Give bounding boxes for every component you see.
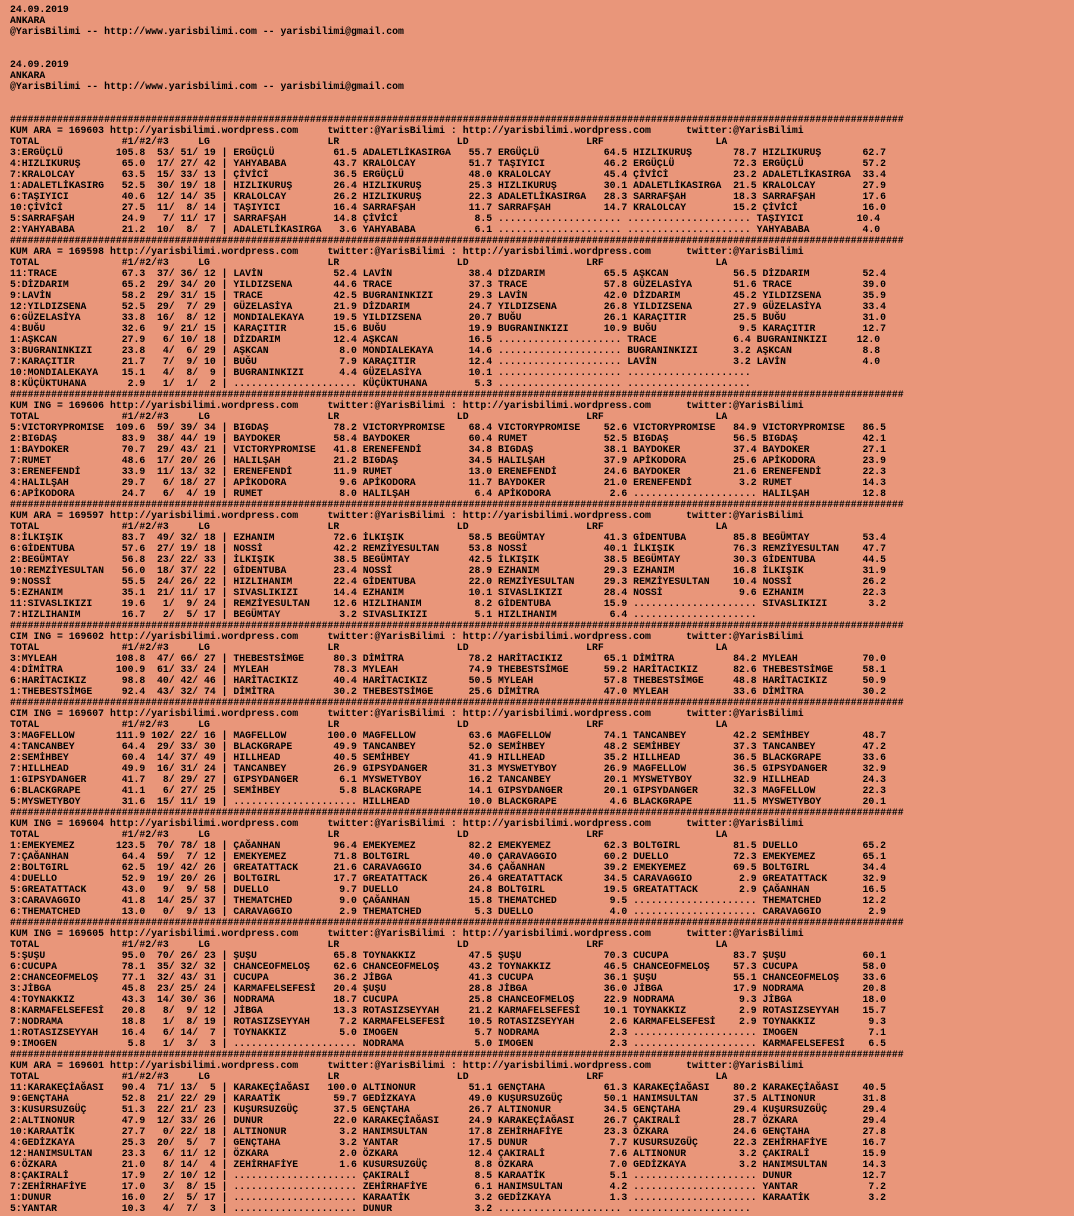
result-row: 5:EZHANIM 35.1 21/ 11/ 17 | SIVASLIKIZI 14.4 EZHANIM 10.1 SIVASLIKIZI 28.4 NOSSİ 9.6 EZHANIM 22.3	[10, 587, 886, 598]
result-row: 10:ÇİVİCİ 27.5 11/ 8/ 14 | TAŞIYICI 16.4 SARRAFŞAH 11.7 SARRAFŞAH 14.7 KRALOLCAY 15.2 ÇİVİCİ 16.0	[10, 202, 886, 213]
result-row: 12:HANIMSULTAN 23.3 6/ 11/ 12 | ÖZKARA 2.0 ÖZKARA 12.4 ÇAKIRALİ 7.6 ALTINONUR 3.2 ÇAKIRALİ 15.9	[10, 1148, 886, 1159]
result-row: 6:GÜZELASİYA 33.8 16/ 8/ 12 | MONDIALEKAYA 19.5 YILDIZSENA 20.7 BUĞU 26.1 KARAÇITIR 25.5 BUĞU 31.0	[10, 312, 886, 323]
result-row: 5:SARRAFŞAH 24.9 7/ 11/ 17 | SARRAFŞAH 14.8 ÇİVİCİ 8.5 ..................... ..................... TAŞIYICI 10.4	[10, 213, 881, 224]
race-header: KUM ING = 169606 http://yarisbilimi.wordpress.com twitter:@YarisBilimi : http://yarisbilimi.wordpress.com twitter:@YarisBilimi	[10, 400, 804, 411]
result-row: 2:CHANCEOFMELOŞ 77.1 32/ 43/ 31 | CUCUPA 36.2 JİBGA 41.3 CUCUPA 36.1 ŞUŞU 55.1 CHANCEOFMELOŞ 33.6	[10, 972, 886, 983]
result-row: 7:NODRAMA 18.8 1/ 8/ 19 | ROTASIZSEYYAH 7.2 KARMAFELSEFESİ 10.5 ROTASIZSEYYAH 2.6 KARMAFELSEFESİ 2.9 TOYNAKKIZ 9.3	[10, 1016, 886, 1027]
result-row: 6:GİDENTUBA 57.6 27/ 19/ 18 | NOSSİ 42.2 REMZİYESULTAN 53.8 NOSSİ 40.1 İLKIŞIK 76.3 REMZİYESULTAN 47.7	[10, 543, 886, 554]
result-row: 8:ÇAKIRALİ 17.9 2/ 10/ 12 | ..................... ÇAKIRALİ 8.5 KARAATİK 5.1 ..................... DUNUR 12.7	[10, 1170, 886, 1181]
result-row: 3:CARAVAGGIO 41.8 14/ 25/ 37 | THEMATCHED 9.0 ÇAĞANHAN 15.8 THEMATCHED 9.5 ..................... THEMATCHED 12.2	[10, 895, 886, 906]
result-row: 4:TANCANBEY 64.4 29/ 33/ 30 | BLACKGRAPE 49.9 TANCANBEY 52.0 SEMİHBEY 48.2 SEMİHBEY 37.3 TANCANBEY 47.2	[10, 741, 886, 752]
result-row: 9:GENÇTAHA 52.8 21/ 22/ 29 | KARAATİK 59.7 GEDİZKAYA 49.0 KUŞURSUZGÜÇ 50.1 HANIMSULTAN 37.5 ALTINONUR 31.8	[10, 1093, 886, 1104]
column-header: TOTAL #1/#2/#3 LG LR LD LRF LA	[10, 829, 728, 840]
blank-line	[10, 48, 1068, 59]
result-row: 5:DİZDARIM 65.2 29/ 34/ 20 | YILDIZSENA 44.6 TRACE 37.3 TRACE 57.8 GÜZELASİYA 51.6 TRACE 39.0	[10, 279, 886, 290]
result-row: 5:ŞUŞU 95.0 70/ 26/ 23 | ŞUŞU 65.8 TOYNAKKIZ 47.5 ŞUŞU 70.3 CUCUPA 83.7 ŞUŞU 60.1	[10, 950, 886, 961]
column-header: TOTAL #1/#2/#3 LG LR LD LRF LA	[10, 1071, 728, 1082]
separator-line: ########################################################################################################################################################	[10, 499, 904, 510]
result-row: 1:EMEKYEMEZ 123.5 70/ 78/ 18 | ÇAĞANHAN 96.4 EMEKYEMEZ 82.2 EMEKYEMEZ 62.3 BOLTGIRL 81.5 DUELLO 65.2	[10, 840, 886, 851]
result-row: 5:MYSWETYBOY 31.6 15/ 11/ 19 | ..................... HILLHEAD 10.0 BLACKGRAPE 4.6 BLACKGRAPE 11.5 MYSWETYBOY 20.1	[10, 796, 886, 807]
column-header: TOTAL #1/#2/#3 LG LR LD LRF LA	[10, 939, 728, 950]
result-row: 3:ERGÜÇLÜ 105.8 53/ 51/ 19 | ERGÜÇLÜ 61.5 ADALETLİKASIRGA 55.7 ERGÜÇLÜ 64.5 HIZLIKURUŞ 78.7 HIZLIKURUŞ 62.7	[10, 147, 886, 158]
column-header: TOTAL #1/#2/#3 LG LR LD LRF LA	[10, 257, 728, 268]
result-row: 4:DUELLO 52.9 19/ 20/ 26 | BOLTGIRL 17.7 GREATATTACK 26.4 GREATATTACK 34.5 CARAVAGGIO 2.9 GREATATTACK 32.9	[10, 873, 886, 884]
race-header: KUM ARA = 169601 http://yarisbilimi.wordpress.com twitter:@YarisBilimi : http://yarisbilimi.wordpress.com twitter:@YarisBilimi	[10, 1060, 804, 1071]
result-row: 7:ZEHİRHAFİYE 17.0 3/ 8/ 15 | ..................... ZEHİRHAFİYE 6.1 HANIMSULTAN 4.2 ..................... YANTAR 7.2	[10, 1181, 886, 1192]
result-row: 7:KARAÇITIR 21.7 7/ 9/ 10 | BUĞU 7.9 KARAÇITIR 12.4 ..................... LAVİN 3.2 LAVİN 4.0	[10, 356, 881, 367]
text-line: 24.09.2019	[10, 59, 69, 70]
result-row: 2:BIGDAŞ 83.9 38/ 44/ 19 | BAYDOKER 58.4 BAYDOKER 60.4 RUMET 52.5 BIGDAŞ 56.5 BIGDAŞ 42.1	[10, 433, 886, 444]
text-line: @YarisBilimi -- http://www.yarisbilimi.com -- yarisbilimi@gmail.com	[10, 81, 404, 92]
race-header: KUM ING = 169605 http://yarisbilimi.wordpress.com twitter:@YarisBilimi : http://yarisbilimi.wordpress.com twitter:@YarisBilimi	[10, 928, 804, 939]
result-row: 9:LAVİN 58.2 29/ 31/ 15 | TRACE 42.5 BUGRANINKIZI 29.3 LAVİN 42.0 DİZDARIM 45.2 YILDIZSENA 35.9	[10, 290, 886, 301]
result-row: 11:SIVASLIKIZI 19.6 1/ 9/ 24 | REMZİYESULTAN 12.6 HIZLIHANIM 8.2 GİDENTUBA 15.9 ..................... SIVASLIKIZI 3.2	[10, 598, 886, 609]
result-row: 4:GEDİZKAYA 25.3 20/ 5/ 7 | GENÇTAHA 3.2 YANTAR 17.5 DUNUR 7.7 KUSURSUZGÜÇ 22.3 ZEHİRHAFİYE 16.7	[10, 1137, 886, 1148]
result-row: 3:MYLEAH 108.8 47/ 66/ 27 | THEBESTSİMGE 80.3 DİMİTRA 78.2 HARİTACIKIZ 65.1 DİMİTRA 84.2 MYLEAH 70.0	[10, 653, 886, 664]
result-row: 5:VICTORYPROMISE 109.6 59/ 39/ 34 | BIGDAŞ 78.2 VICTORYPROMISE 68.4 VICTORYPROMISE 52.6 VICTORYPROMISE 84.9 VICTORYPROMISE 86.5	[10, 422, 886, 433]
result-row: 2:ALTINONUR 47.9 12/ 33/ 26 | DUNUR 22.0 KARAKEÇİAĞASI 24.9 KARAKEÇİAĞASI 26.7 ÇAKIRALİ 28.7 ÖZKARA 29.4	[10, 1115, 886, 1126]
separator-line: ########################################################################################################################################################	[10, 807, 904, 818]
result-row: 2:YAHYABABA 21.2 10/ 8/ 7 | ADALETLİKASIRGA 3.6 YAHYABABA 6.1 ..................... ..................... YAHYABABA 4.0	[10, 224, 881, 235]
result-row: 11:TRACE 67.3 37/ 36/ 12 | LAVİN 52.4 LAVİN 38.4 DİZDARIM 65.5 AŞKCAN 56.5 DİZDARIM 52.4	[10, 268, 886, 279]
result-row: 4:TOYNAKKIZ 43.3 14/ 30/ 36 | NODRAMA 18.7 CUCUPA 25.8 CHANCEOFMELOŞ 22.9 NODRAMA 9.3 JİBGA 18.0	[10, 994, 886, 1005]
result-row: 6:BLACKGRAPE 41.1 6/ 27/ 25 | SEMİHBEY 5.8 BLACKGRAPE 14.1 GIPSYDANGER 20.1 GIPSYDANGER 32.3 MAGFELLOW 22.3	[10, 785, 886, 796]
text-line: ANKARA	[10, 70, 46, 81]
result-row: 2:BOLTGIRL 62.5 19/ 42/ 26 | GREATATTACK 21.6 CARAVAGGIO 34.6 ÇAĞANHAN 39.2 EMEKYEMEZ 69.5 BOLTGIRL 34.4	[10, 862, 886, 873]
result-row: 1:DUNUR 16.0 2/ 5/ 17 | ..................... KARAATİK 3.2 GEDİZKAYA 1.3 ..................... KARAATİK 3.2	[10, 1192, 886, 1203]
race-header: KUM ARA = 169598 http://yarisbilimi.wordpress.com twitter:@YarisBilimi : http://yarisbilimi.wordpress.com twitter:@YarisBilimi	[10, 246, 804, 257]
result-row: 7:ÇAĞANHAN 64.4 59/ 7/ 12 | EMEKYEMEZ 71.8 BOLTGIRL 40.0 ÇARAVAGGIO 60.2 DUELLO 72.3 EMEKYEMEZ 65.1	[10, 851, 886, 862]
separator-line: ########################################################################################################################################################	[10, 620, 904, 631]
race-header: KUM ARA = 169597 http://yarisbilimi.wordpress.com twitter:@YarisBilimi : http://yarisbilimi.wordpress.com twitter:@YarisBilimi	[10, 510, 804, 521]
result-row: 3:MAGFELLOW 111.9 102/ 22/ 16 | MAGFELLOW 100.0 MAGFELLOW 63.6 MAGFELLOW 74.1 TANCANBEY 42.2 SEMİHBEY 48.7	[10, 730, 886, 741]
result-row: 8:KÜÇÜKTUHANA 2.9 1/ 1/ 2 | ..................... KÜÇÜKTUHANA 5.3 ..................... .....................	[10, 378, 751, 389]
separator-line: ########################################################################################################################################################	[10, 114, 904, 125]
text-line: ANKARA	[10, 15, 46, 26]
text-line: @YarisBilimi -- http://www.yarisbilimi.com -- yarisbilimi@gmail.com	[10, 26, 404, 37]
result-row: 6:THEMATCHED 13.0 0/ 9/ 13 | CARAVAGGIO 2.9 THEMATCHED 5.3 DUELLO 4.0 ..................... CARAVAGGIO 2.9	[10, 906, 886, 917]
result-row: 3:BUGRANINKIZI 23.8 4/ 6/ 29 | AŞKCAN 8.0 MONDIALEKAYA 14.6 ..................... BUGRANINKIZI 3.2 AŞKCAN 8.8	[10, 345, 881, 356]
race-header: KUM ING = 169604 http://yarisbilimi.wordpress.com twitter:@YarisBilimi : http://yarisbilimi.wordpress.com twitter:@YarisBilimi	[10, 818, 804, 829]
result-row: 11:KARAKEÇİAĞASI 90.4 71/ 13/ 5 | KARAKEÇİAĞASI 100.0 ALTINONUR 51.1 GENÇTAHA 61.3 KARAKEÇİAĞASI 80.2 KARAKEÇİAĞASI 40.5	[10, 1082, 886, 1093]
blank-line	[10, 37, 1068, 48]
result-row: 6:ÖZKARA 21.0 8/ 14/ 4 | ZEHİRHAFİYE 1.6 KUSURSUZGÜÇ 8.8 ÖZKARA 7.0 GEDİZKAYA 3.2 HANIMSULTAN 14.3	[10, 1159, 886, 1170]
result-row: 6:HARİTACIKIZ 98.8 40/ 42/ 46 | HARİTACIKIZ 40.4 HARİTACIKIZ 50.5 MYLEAH 57.8 THEBESTSİMGE 48.8 HARİTACIKIZ 50.9	[10, 675, 886, 686]
separator-line: ########################################################################################################################################################	[10, 235, 904, 246]
column-header: TOTAL #1/#2/#3 LG LR LD LRF LA	[10, 411, 728, 422]
result-row: 6:TAŞIYICI 40.6 12/ 14/ 35 | KRALOLCAY 26.2 HIZLIKURUŞ 22.3 ADALETLİKASIRGA 28.3 SARRAFŞAH 18.3 SARRAFŞAH 17.6	[10, 191, 886, 202]
blank-line	[10, 103, 1068, 114]
result-row: 7:HILLHEAD 49.9 16/ 31/ 24 | TANCANBEY 26.9 GIPSYDANGER 31.3 MYSWETYBOY 26.9 MAGFELLOW 36.5 GIPSYDANGER 32.9	[10, 763, 886, 774]
result-row: 7:RUMET 48.6 17/ 20/ 26 | HALILŞAH 21.2 BIGDAŞ 34.5 HALILŞAH 37.9 APİKODORA 25.6 APİKODORA 23.9	[10, 455, 886, 466]
result-row: 3:ERENEFENDİ 33.9 11/ 13/ 32 | ERENEFENDİ 11.9 RUMET 13.0 ERENEFENDİ 24.6 BAYDOKER 21.6 ERENEFENDİ 22.3	[10, 466, 886, 477]
result-row: 4:BUĞU 32.6 9/ 21/ 15 | KARAÇITIR 15.6 BUĞU 19.9 BUGRANINKIZI 10.9 BUĞU 9.5 KARAÇITIR 12.7	[10, 323, 886, 334]
result-row: 4:HIZLIKURUŞ 65.0 17/ 27/ 42 | YAHYABABA 43.7 KRALOLCAY 51.7 TAŞIYICI 46.2 ERGÜÇLÜ 72.3 ERGÜÇLÜ 57.2	[10, 158, 886, 169]
result-row: 9:IMOGEN 5.8 1/ 3/ 3 | ..................... NODRAMA 5.0 IMOGEN 2.3 ..................... KARMAFELSEFESİ 6.5	[10, 1038, 886, 1049]
race-header: CIM ING = 169607 http://yarisbilimi.wordpress.com twitter:@YarisBilimi : http://yarisbilimi.wordpress.com twitter:@YarisBilimi	[10, 708, 804, 719]
column-header: TOTAL #1/#2/#3 LG LR LD LRF LA	[10, 719, 728, 730]
result-row: 5:YANTAR 10.3 4/ 7/ 3 | ..................... DUNUR 3.2 ..................... .....................	[10, 1203, 751, 1214]
text-line: 24.09.2019	[10, 4, 69, 15]
result-row: 1:THEBESTSİMGE 92.4 43/ 32/ 74 | DİMİTRA 30.2 THEBESTSİMGE 25.6 DİMİTRA 47.0 MYLEAH 33.6 DİMİTRA 30.2	[10, 686, 886, 697]
result-row: 2:BEGÜMTAY 56.8 23/ 22/ 33 | İLKIŞIK 38.5 BEGÜMTAY 42.5 İLKIŞIK 38.5 BEGÜMTAY 30.3 GİDENTUBA 44.5	[10, 554, 886, 565]
result-row: 6:CUCUPA 78.1 35/ 32/ 32 | CHANCEOFMELOŞ 62.6 CHANCEOFMELOŞ 43.2 TOYNAKKIZ 46.5 CHANCEOFMELOŞ 57.3 CUCUPA 58.0	[10, 961, 886, 972]
result-row: 1:BAYDOKER 70.7 29/ 43/ 21 | VICTORYPROMISE 41.8 ERENEFENDİ 34.8 BIGDAŞ 38.1 BAYDOKER 37.4 BAYDOKER 27.1	[10, 444, 886, 455]
result-row: 8:İLKIŞIK 83.7 49/ 32/ 18 | EZHANIM 72.6 İLKIŞIK 58.5 BEGÜMTAY 41.3 GİDENTUBA 85.8 BEGÜMTAY 53.4	[10, 532, 886, 543]
separator-line: ########################################################################################################################################################	[10, 389, 904, 400]
separator-line: ########################################################################################################################################################	[10, 917, 904, 928]
result-row: 3:JİBGA 45.8 23/ 25/ 24 | KARMAFELSEFESİ 20.4 ŞUŞU 28.8 JİBGA 36.0 JİBGA 17.9 NODRAMA 20.8	[10, 983, 886, 994]
race-header: CIM ING = 169602 http://yarisbilimi.wordpress.com twitter:@YarisBilimi : http://yarisbilimi.wordpress.com twitter:@YarisBilimi	[10, 631, 804, 642]
result-row: 7:HIZLIHANIM 16.7 2/ 5/ 17 | BEGÜMTAY 3.2 SIVASLIKIZI 5.1 HIZLIHANIM 6.4 .....................	[10, 609, 757, 620]
result-row: 12:YILDIZSENA 52.5 29/ 7/ 29 | GÜZELASİYA 21.9 DİZDARIM 24.7 YILDIZSENA 26.8 YILDIZSENA 27.9 GÜZELASİYA 33.4	[10, 301, 886, 312]
column-header: TOTAL #1/#2/#3 LG LR LD LRF LA	[10, 642, 728, 653]
result-row: 8:KARMAFELSEFESİ 20.8 8/ 9/ 12 | JİBGA 13.3 ROTASIZSEYYAH 21.2 KARMAFELSEFESİ 10.1 TOYNAKKIZ 2.9 ROTASIZSEYYAH 15.7	[10, 1005, 886, 1016]
result-row: 6:APİKODORA 24.7 6/ 4/ 19 | RUMET 8.0 HALILŞAH 6.4 APİKODORA 2.6 ..................... HALILŞAH 12.8	[10, 488, 886, 499]
result-row: 4:HALILŞAH 29.7 6/ 18/ 27 | APİKODORA 9.6 APİKODORA 11.7 BAYDOKER 21.0 ERENEFENDİ 3.2 RUMET 14.3	[10, 477, 886, 488]
separator-line: ########################################################################################################################################################	[10, 1049, 904, 1060]
result-row: 2:SEMİHBEY 60.4 14/ 37/ 49 | HILLHEAD 40.5 SEMİHBEY 41.9 HILLHEAD 35.2 HILLHEAD 36.5 BLACKGRAPE 33.6	[10, 752, 886, 763]
result-row: 10:MONDIALEKAYA 15.1 4/ 8/ 9 | BUGRANINKIZI 4.4 GÜZELASİYA 10.1 ..................... .....................	[10, 367, 751, 378]
result-row: 1:AŞKCAN 27.9 6/ 10/ 18 | DİZDARIM 12.4 AŞKCAN 16.5 ..................... TRACE 6.4 BUGRANINKIZI 12.0	[10, 334, 881, 345]
column-header: TOTAL #1/#2/#3 LG LR LD LRF LA	[10, 521, 728, 532]
result-row: 1:GIPSYDANGER 41.7 8/ 29/ 27 | GIPSYDANGER 6.1 MYSWETYBOY 16.2 TANCANBEY 20.1 MYSWETYBOY 32.9 HILLHEAD 24.3	[10, 774, 886, 785]
blank-line	[10, 92, 1068, 103]
separator-line: ########################################################################################################################################################	[10, 697, 904, 708]
result-row: 7:KRALOLCAY 63.5 15/ 33/ 13 | ÇİVİCİ 36.5 ERGÜÇLÜ 48.0 KRALOLCAY 45.4 ÇİVİCİ 23.2 ADALETLİKASIRGA 33.4	[10, 169, 886, 180]
result-row: 10:KARAATİK 27.7 0/ 22/ 18 | ALTINONUR 3.2 HANIMSULTAN 17.8 ZEHİRHAFİYE 23.3 ÖZKARA 24.6 GENÇTAHA 27.8	[10, 1126, 886, 1137]
race-header: KUM ARA = 169603 http://yarisbilimi.wordpress.com twitter:@YarisBilimi : http://yarisbilimi.wordpress.com twitter:@YarisBilimi	[10, 125, 804, 136]
result-row: 1:ROTASIZSEYYAH 16.4 6/ 14/ 7 | TOYNAKKIZ 5.0 IMOGEN 5.7 NODRAMA 2.3 ..................... IMOGEN 7.1	[10, 1027, 886, 1038]
result-row: 10:REMZİYESULTAN 56.0 18/ 37/ 22 | GİDENTUBA 23.4 NOSSİ 28.9 EZHANIM 29.3 EZHANIM 16.8 İLKIŞIK 31.9	[10, 565, 886, 576]
result-row: 1:ADALETLİKASIRG 52.5 30/ 19/ 18 | HIZLIKURUŞ 26.4 HIZLIKURUŞ 25.3 HIZLIKURUŞ 30.1 ADALETLİKASIRGA 21.5 KRALOLCAY 27.9	[10, 180, 886, 191]
result-row: 5:GREATATTACK 43.0 9/ 9/ 58 | DUELLO 9.7 DUELLO 24.8 BOLTGIRL 19.5 GREATATTACK 2.9 ÇAĞANHAN 16.5	[10, 884, 886, 895]
result-row: 9:NOSSİ 55.5 24/ 26/ 22 | HIZLIHANIM 22.4 GİDENTUBA 22.0 REMZİYESULTAN 29.3 REMZİYESULTAN 10.4 NOSSİ 26.2	[10, 576, 886, 587]
result-row: 4:DİMİTRA 100.9 61/ 33/ 24 | MYLEAH 78.3 MYLEAH 74.9 THEBESTSİMGE 59.2 HARİTACIKIZ 82.6 THEBESTSİMGE 58.1	[10, 664, 886, 675]
result-row: 3:KUSURSUZGÜÇ 51.3 22/ 21/ 23 | KUŞURSUZGÜÇ 37.5 GENÇTAHA 26.7 ALTINONUR 34.5 GENÇTAHA 29.4 KUŞURSUZGÜÇ 29.4	[10, 1104, 886, 1115]
column-header: TOTAL #1/#2/#3 LG LR LD LRF LA	[10, 136, 728, 147]
